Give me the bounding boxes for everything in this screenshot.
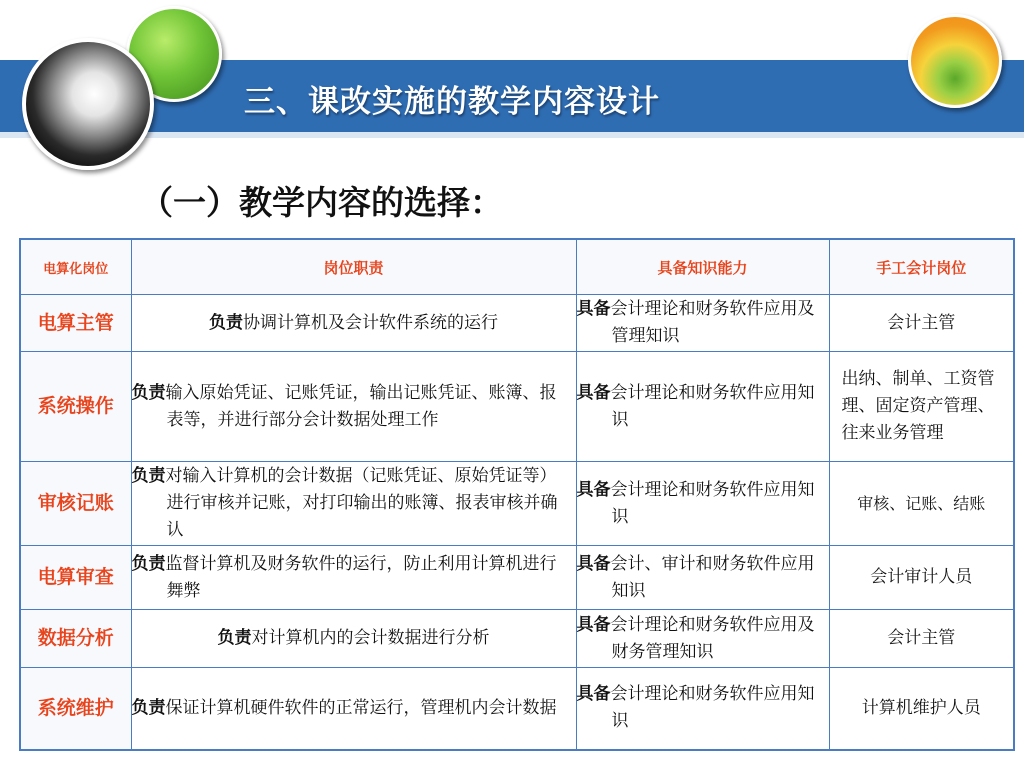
skill-text: 会计、审计和财务软件应用知识 xyxy=(610,553,815,601)
table-row xyxy=(20,546,1014,610)
manual-cell: 会计主管 xyxy=(829,295,1014,352)
dandelion-circle-image xyxy=(22,38,154,170)
role-cell: 电算主管 xyxy=(20,295,131,352)
duty-text: 协调计算机及会计软件系统的运行 xyxy=(243,312,498,333)
skill-lead: 具备 xyxy=(576,299,611,319)
content-table xyxy=(19,238,1015,751)
duty-lead: 负责 xyxy=(131,697,166,718)
table-row xyxy=(20,352,1014,462)
duty-text: 监督计算机及财务软件的运行，防止利用计算机进行舞弊 xyxy=(165,553,557,601)
duty-cell xyxy=(131,352,576,462)
table-header-row xyxy=(20,239,1014,295)
duty-cell xyxy=(131,668,576,750)
duty-lead: 负责 xyxy=(209,312,243,333)
skill-lead: 具备 xyxy=(576,553,611,574)
duty-cell xyxy=(131,295,576,352)
skill-cell xyxy=(576,610,829,668)
duty-text: 对计算机内的会计数据进行分析 xyxy=(251,628,490,648)
manual-cell: 会计审计人员 xyxy=(829,546,1014,610)
skill-text: 会计理论和财务软件应用及财务管理知识 xyxy=(610,614,815,662)
role-cell: 系统操作 xyxy=(20,352,131,462)
skill-text: 会计理论和财务软件应用及管理知识 xyxy=(610,299,815,346)
table-row xyxy=(20,295,1014,352)
section-subtitle: （一）教学内容的选择： xyxy=(140,183,503,222)
role-cell: 电算审查 xyxy=(20,546,131,610)
tulip-circle-image xyxy=(908,14,1002,108)
duty-lead: 负责 xyxy=(131,553,166,574)
duty-lead: 负责 xyxy=(217,628,252,648)
manual-cell: 审核、记账、结账 xyxy=(829,462,1014,546)
duty-cell xyxy=(131,546,576,610)
skill-cell xyxy=(576,352,829,462)
duty-lead: 负责 xyxy=(131,382,166,403)
header-skill: 具备知识能力 xyxy=(576,239,829,295)
role-cell: 系统维护 xyxy=(20,668,131,750)
header-position: 电算化岗位 xyxy=(20,239,131,295)
skill-text: 会计理论和财务软件应用知识 xyxy=(610,382,815,430)
header-duty: 岗位职责 xyxy=(131,239,576,295)
role-cell: 审核记账 xyxy=(20,462,131,546)
duty-text: 保证计算机硬件软件的正常运行，管理机内会计数据 xyxy=(165,697,557,718)
table-row xyxy=(20,668,1014,750)
skill-lead: 具备 xyxy=(576,614,611,635)
skill-cell xyxy=(576,668,829,750)
table-row xyxy=(20,462,1014,546)
duty-cell xyxy=(131,610,576,668)
skill-text: 会计理论和财务软件应用知识 xyxy=(610,479,815,527)
duty-lead: 负责 xyxy=(131,466,166,486)
skill-cell xyxy=(576,462,829,546)
skill-lead: 具备 xyxy=(576,684,611,705)
duty-text: 对输入计算机的会计数据（记账凭证、原始凭证等）进行审核并记账，对打印输出的账簿、报表审核并确认 xyxy=(165,466,558,540)
table-row xyxy=(20,610,1014,668)
skill-lead: 具备 xyxy=(576,479,611,500)
skill-text: 会计理论和财务软件应用知识 xyxy=(610,684,815,732)
manual-cell: 计算机维护人员 xyxy=(829,668,1014,750)
manual-cell: 出纳、制单、工资管理、固定资产管理、往来业务管理 xyxy=(829,352,1014,462)
page-title: 三、课改实施的教学内容设计 xyxy=(244,84,660,120)
header-band-shadow xyxy=(0,132,1024,138)
duty-text: 输入原始凭证、记账凭证，输出记账凭证、账簿、报表等，并进行部分会计数据处理工作 xyxy=(165,382,557,430)
role-cell: 数据分析 xyxy=(20,610,131,668)
skill-cell xyxy=(576,295,829,352)
manual-cell: 会计主管 xyxy=(829,610,1014,668)
skill-cell xyxy=(576,546,829,610)
duty-cell xyxy=(131,462,576,546)
skill-lead: 具备 xyxy=(576,382,611,403)
header-manual: 手工会计岗位 xyxy=(829,239,1014,295)
